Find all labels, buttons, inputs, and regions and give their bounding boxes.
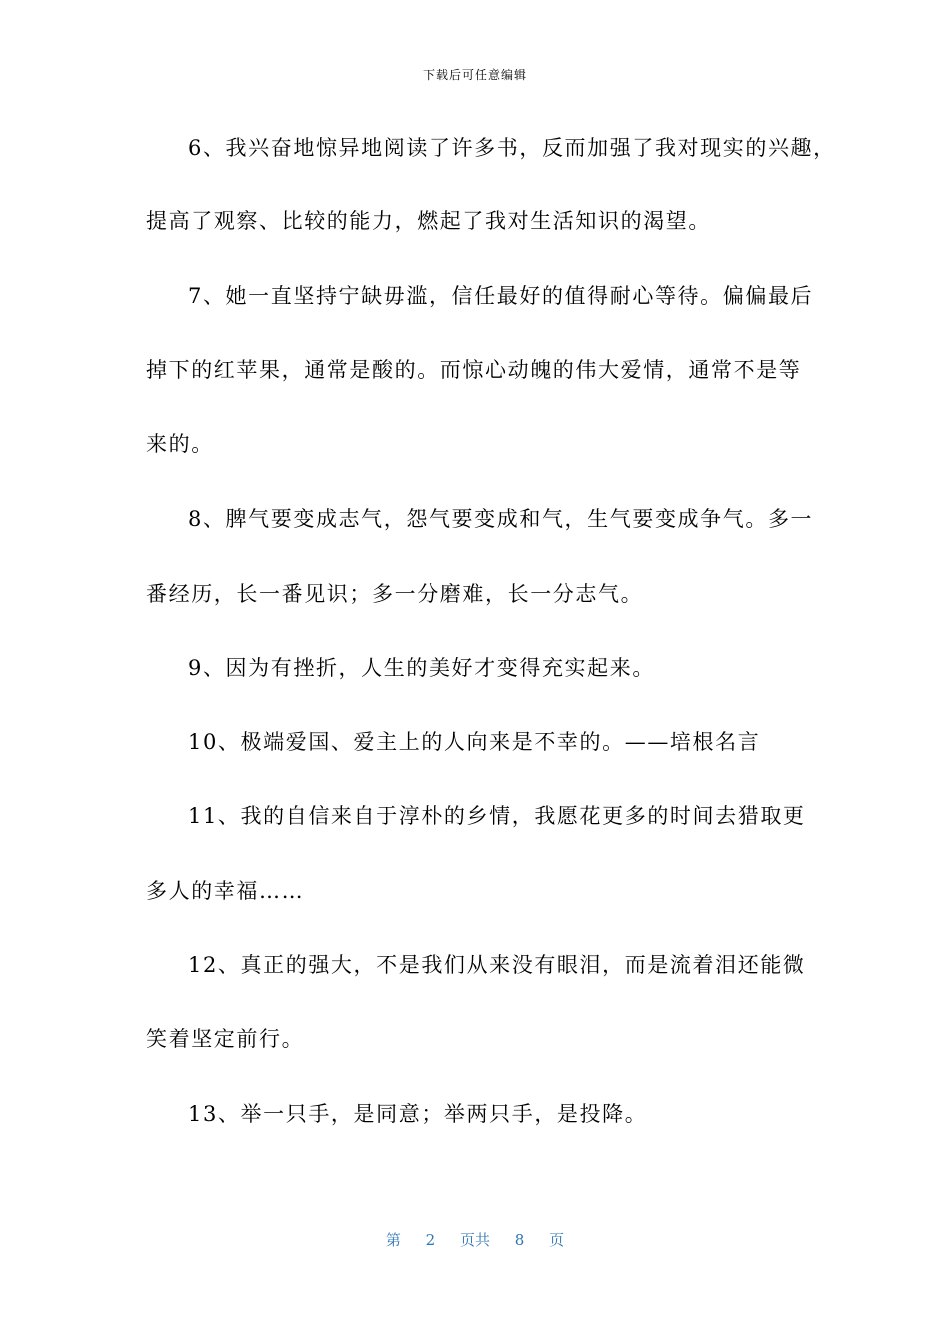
paragraph-8-line-2: 番经历，长一番见识；多一分磨难，长一分志气。 bbox=[146, 582, 644, 606]
footer-total-pages: 8 bbox=[514, 1231, 525, 1249]
page-header: 下载后可任意编辑 bbox=[422, 68, 527, 82]
paragraph-6-line-2: 提高了观察、比较的能力，燃起了我对生活知识的渴望。 bbox=[146, 209, 711, 233]
paragraph-7-line-3: 来的。 bbox=[146, 432, 214, 456]
footer-page-number: 2 bbox=[425, 1231, 436, 1249]
paragraph-13-line-1: 13、举一只手，是同意；举两只手，是投降。 bbox=[188, 1102, 648, 1126]
paragraph-8-line-1: 8、脾气要变成志气，怨气要变成和气，生气要变成争气。多一 bbox=[188, 507, 814, 531]
footer-suffix: 页 bbox=[549, 1231, 565, 1249]
paragraph-10-line-1: 10、极端爱国、爱主上的人向来是不幸的。——培根名言 bbox=[188, 730, 761, 754]
paragraph-7-line-2: 掉下的红苹果，通常是酸的。而惊心动魄的伟大爱情，通常不是等 bbox=[146, 358, 802, 382]
paragraph-7-line-1: 7、她一直坚持宁缺毋滥，信任最好的值得耐心等待。偏偏最后 bbox=[188, 284, 814, 308]
footer-prefix: 第 bbox=[385, 1231, 401, 1249]
paragraph-9-line-1: 9、因为有挫折，人生的美好才变得充实起来。 bbox=[188, 656, 655, 680]
paragraph-6-line-1: 6、我兴奋地惊异地阅读了许多书，反而加强了我对现实的兴趣， bbox=[188, 136, 836, 160]
paragraph-12-line-2: 笑着坚定前行。 bbox=[146, 1027, 305, 1051]
page-footer bbox=[0, 1229, 950, 1250]
paragraph-11-line-2: 多人的幸福…… bbox=[146, 879, 305, 903]
paragraph-11-line-1: 11、我的自信来自于淳朴的乡情，我愿花更多的时间去猎取更 bbox=[188, 804, 806, 828]
footer-middle: 页共 bbox=[459, 1231, 490, 1249]
paragraph-12-line-1: 12、真正的强大，不是我们从来没有眼泪，而是流着泪还能微 bbox=[188, 953, 806, 977]
